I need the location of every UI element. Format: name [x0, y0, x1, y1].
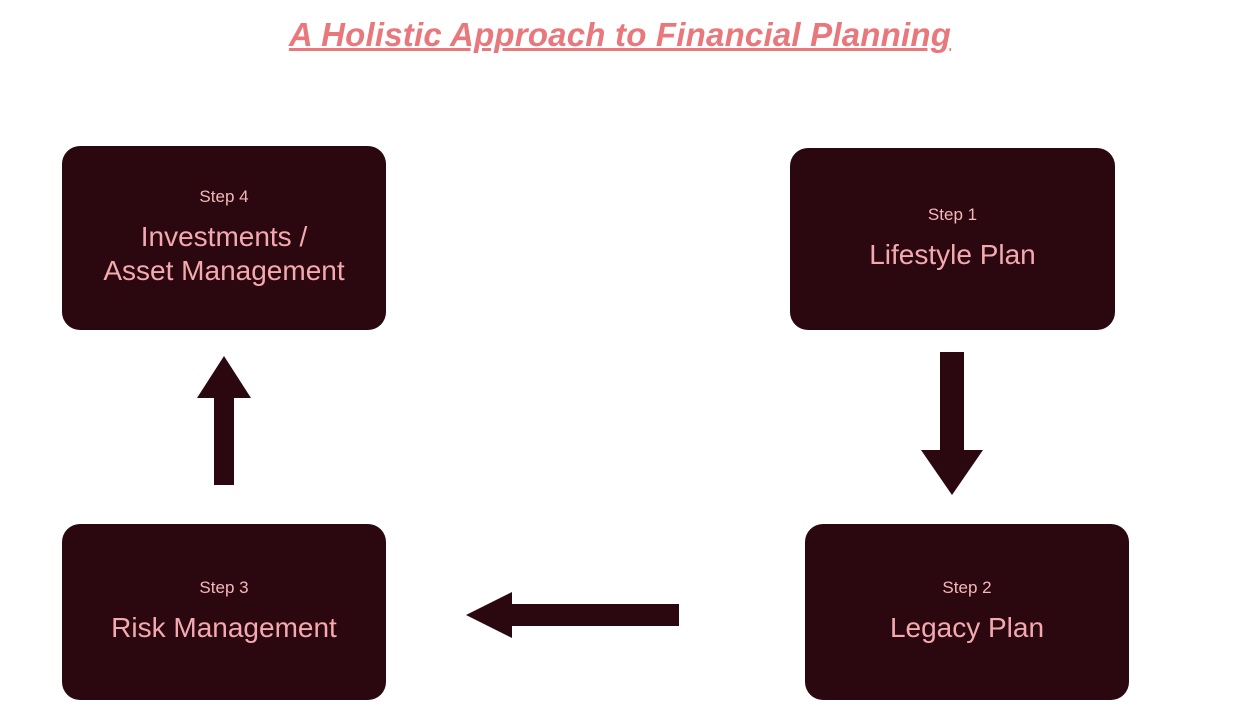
node-step-2-step-label: Step 2 [942, 577, 992, 597]
page-title: A Holistic Approach to Financial Planning [288, 16, 952, 53]
node-step-1-step-label: Step 1 [927, 204, 978, 224]
node-step-1-title: Lifestyle Plan [869, 239, 1036, 271]
node-step-3-step-label: Step 3 [199, 577, 249, 597]
node-step-4-title-line1: Investments / [140, 221, 308, 253]
node-step-2[interactable] [805, 524, 1129, 700]
arrow-left-icon [466, 588, 680, 642]
node-step-2-title: Legacy Plan [889, 612, 1045, 644]
node-step-3[interactable] [62, 524, 386, 700]
node-step-4[interactable] [62, 146, 386, 330]
node-step-4-step-label: Step 4 [199, 186, 249, 206]
node-step-1[interactable] [790, 148, 1115, 330]
arrow-up-icon [196, 356, 256, 486]
arrow-down-icon [915, 352, 989, 496]
node-step-3-title: Risk Management [111, 612, 337, 644]
node-step-4-title-line2: Asset Management [103, 255, 345, 287]
